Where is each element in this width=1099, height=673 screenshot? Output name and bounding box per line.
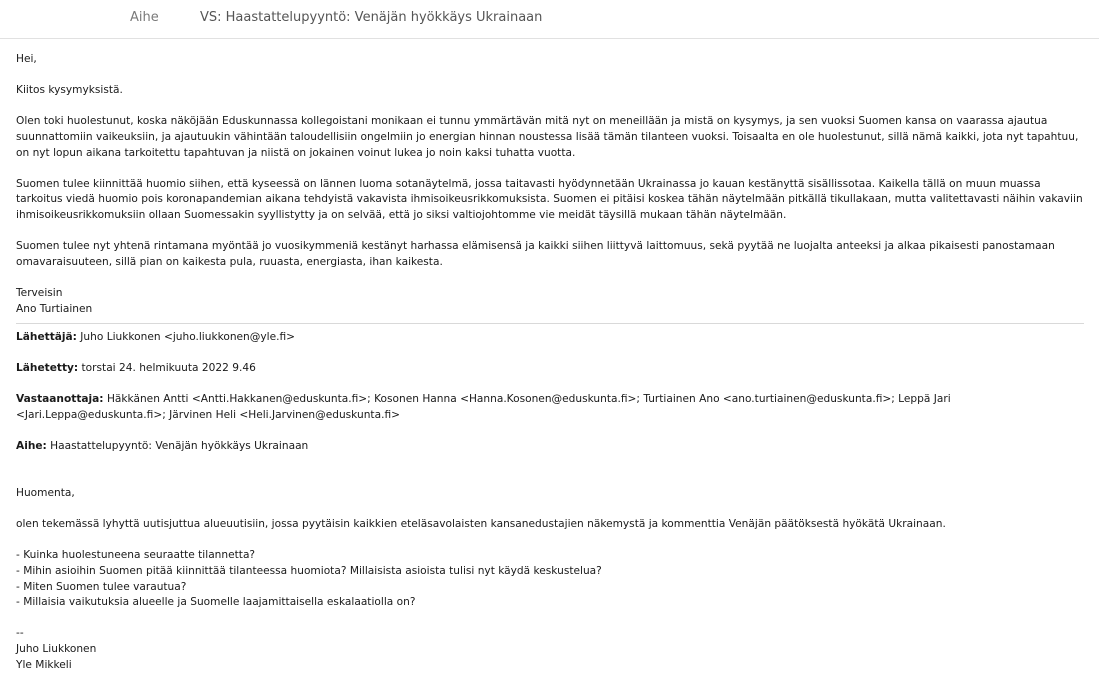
header-sent [16, 361, 1088, 377]
header-sent-value: torstai 24. helmikuuta 2022 9.46 [81, 362, 256, 375]
quote-divider [16, 323, 1084, 324]
header-from-value: Juho Liukkonen <juho.liukkonen@yle.fi> [80, 331, 296, 344]
subject-label: Aihe [130, 10, 159, 25]
subject-value: VS: Haastattelupyyntö: Venäjän hyökkäys Ukrainaan [200, 10, 543, 25]
reply-closing: Terveisin [16, 286, 63, 299]
message-body [16, 52, 1088, 673]
header-subject-value: Haastattelupyyntö: Venäjän hyökkäys Ukrainaan [50, 440, 309, 453]
header-subject-label: Aihe: [16, 440, 47, 453]
question-item: - Miten Suomen tulee varautua? [16, 580, 187, 593]
header-to [16, 392, 1088, 423]
question-list [16, 548, 1088, 610]
reply-thanks: Kiitos kysymyksistä. [16, 84, 123, 97]
reply-paragraph-2: Suomen tulee kiinnittää huomio siihen, että kyseessä on lännen luoma sotanäytelmä, jossa taitavasti hyödynnetään Ukrainassa jo kauan kestänyttä sisällissotaa. Kaikella tällä on muun muassa tarkoitus viedä huomio pois koronapandemian aikana tehdyistä vakavista ihmisoikeusrikkomuksista. Suomen ei pitäisi koskea tähän näytelmään pitkällä tikullakaan, mutta valitettavasti näihin vakaviin ihmisoikeusrikkomuksiin ollaan Suomessakin syyllistytty ja on selvää, että jo siksi valtiojohtomme vie meidät täysillä mukaan tähän näytelmään. [16, 177, 1083, 221]
reply-paragraph-1: Olen toki huolestunut, koska näköjään Eduskunnassa kollegoistani monikaan ei tunnu ymmärtävän mitä nyt on meneillään ja mistä on kysymys, ja sen vuoksi Suomen kansa on vaarassa ajautua suunnattomiin vaikeuksiin, ja ajautuukin vähintään taloudellisiin ongelmiin jo energian hinnan noustessa lisää tämän tilanteen vuoksi. Toisaalta en ole huolestunut, sillä nämä kaikki, jota nyt tapahtuu, on nyt lopun aikana tarkoitettu tapahtuvan ja niistä on jokainen voinut lukea jo noin kaksi tuhatta vuotta. [16, 115, 1079, 159]
header-subject [16, 439, 1088, 455]
header-from-label: Lähettäjä: [16, 331, 77, 344]
subject-bar [0, 0, 1099, 39]
header-to-value: Häkkänen Antti <Antti.Hakkanen@eduskunta.fi>; Kosonen Hanna <Hanna.Kosonen@eduskunta.fi>; Turtiainen Ano <ano.turtiainen@eduskunta.fi>; Leppä Jari <Jari.Leppa@eduskunta.fi>; Järvinen Heli <Heli.Jarvinen@eduskunta.fi> [16, 393, 951, 422]
original-intro: olen tekemässä lyhyttä uutisjuttua alueuutisiin, jossa pyytäisin kaikkien eteläsavolaisten kansanedustajien näkemystä ja kommenttia Venäjän päätöksestä hyökätä Ukrainaan. [16, 518, 946, 531]
header-sent-label: Lähetetty: [16, 362, 79, 375]
reply-signature: Ano Turtiainen [16, 302, 93, 315]
question-item: - Millaisia vaikutuksia alueelle ja Suomelle laajamittaisella eskalaatiolla on? [16, 596, 416, 609]
reply-greeting: Hei, [16, 53, 37, 65]
header-to-label: Vastaanottaja: [16, 393, 104, 406]
original-header [16, 330, 1088, 455]
reply-paragraph-3: Suomen tulee nyt yhtenä rintamana myöntää jo vuosikymmeniä kestänyt harhassa elämisensä ja kaikki siihen liittyvä laittomuus, sekä pyytää ne luojalta anteeksi ja alkaa pikaisesti panostamaan omavaraisuuteen, sillä pian on kaikesta pula, ruuasta, energiasta, ihan kaikesta. [16, 240, 1055, 268]
question-item: - Mihin asioihin Suomen pitää kiinnittää tilanteessa huomiota? Millaisista asioista tulisi nyt käydä keskustelua? [16, 565, 602, 577]
original-sig-separator: -- [16, 627, 24, 640]
original-sig-org: Yle Mikkeli [16, 658, 72, 671]
header-from [16, 330, 1088, 346]
question-item: - Kuinka huolestuneena seuraatte tilannetta? [16, 549, 256, 562]
original-sig-name: Juho Liukkonen [16, 642, 97, 655]
original-greeting: Huomenta, [16, 487, 75, 500]
